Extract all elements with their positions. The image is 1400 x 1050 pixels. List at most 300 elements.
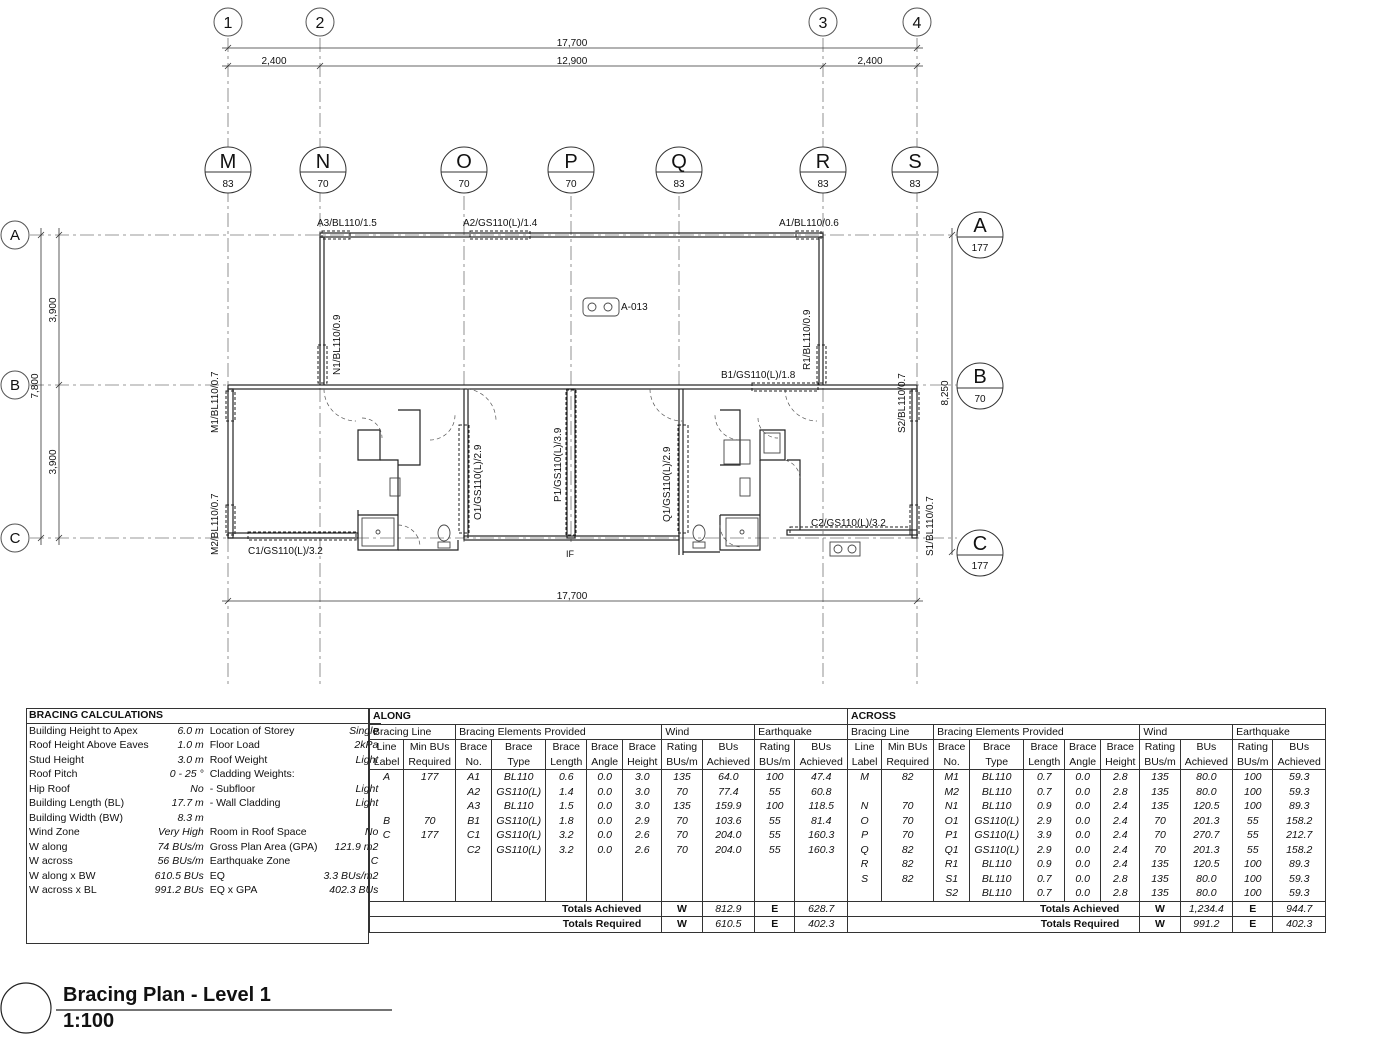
dim-overall-top: 17,700 — [556, 38, 588, 49]
along-cell: 2.9 — [623, 814, 662, 829]
along-cell: GS110(L) — [492, 785, 546, 800]
along-cell: 3.2 — [546, 843, 587, 858]
shower-left — [362, 518, 394, 546]
along-cell: 3.2 — [546, 828, 587, 843]
across-cell: 100 — [1233, 886, 1273, 901]
calc-value: Very High — [157, 826, 204, 838]
calc-label: Hip Roof — [29, 782, 70, 795]
across-column-header: Label — [848, 755, 882, 770]
across-cell — [848, 886, 882, 901]
calc-value: 3.3 BUs/m2 — [323, 869, 379, 882]
across-cell: 135 — [1140, 799, 1180, 814]
along-cell: C1 — [456, 828, 492, 843]
along-cell — [370, 886, 404, 901]
across-total-label: Totals Required — [848, 917, 1140, 933]
calc-value: Single — [349, 724, 379, 737]
across-cell: 0.0 — [1065, 886, 1101, 901]
svg-text:70: 70 — [974, 394, 986, 405]
along-cell: A1 — [456, 770, 492, 785]
along-cell: 160.3 — [795, 828, 848, 843]
across-cell: Q1 — [934, 843, 970, 858]
across-totals-achieved-row — [848, 901, 1326, 917]
calc-row — [26, 723, 381, 738]
left-dimensions — [38, 228, 62, 545]
along-cell — [492, 872, 546, 887]
along-cell: GS110(L) — [492, 828, 546, 843]
calc-label: Building Width (BW) — [29, 811, 123, 824]
along-cell: 81.4 — [795, 814, 848, 829]
across-cell: 158.2 — [1273, 843, 1326, 858]
along-cell: 70 — [662, 814, 702, 829]
building-walls — [228, 233, 917, 555]
across-column-header: Required — [882, 755, 934, 770]
across-table-row — [848, 843, 1326, 858]
brace-label-a1: A1/BL110/0.6 — [779, 218, 839, 229]
along-column-header: Label — [370, 755, 404, 770]
svg-text:A: A — [9, 227, 21, 244]
across-cell: 2.4 — [1101, 828, 1140, 843]
svg-text:70: 70 — [317, 179, 329, 190]
along-column-header: BUs — [795, 740, 848, 755]
svg-text:S: S — [908, 151, 922, 173]
across-cell: 158.2 — [1273, 814, 1326, 829]
bubble-C — [957, 530, 1003, 576]
across-total-e: E — [1233, 901, 1273, 917]
across-cell: 80.0 — [1180, 872, 1233, 887]
across-cell: BL110 — [970, 770, 1024, 785]
along-cell: BL110 — [492, 770, 546, 785]
across-cell: 89.3 — [1273, 799, 1326, 814]
calc-label: - Subfloor — [209, 782, 256, 795]
along-cell: A — [370, 770, 404, 785]
brace-label-s1: S1/BL110/0.7 — [925, 496, 936, 556]
calc-row — [26, 738, 381, 753]
across-cell: P — [848, 828, 882, 843]
calc-label: Roof Height Above Eaves — [29, 739, 149, 751]
across-cell — [882, 785, 934, 800]
along-cell — [404, 799, 456, 814]
along-cell: A2 — [456, 785, 492, 800]
svg-text:Q: Q — [671, 151, 687, 173]
along-cell — [587, 872, 623, 887]
calc-label: Building Height to Apex — [29, 724, 138, 737]
brace-label-a3: A3/BL110/1.5 — [317, 218, 377, 229]
dim-left-upper: 3,900 — [48, 297, 59, 323]
across-cell: BL110 — [970, 886, 1024, 901]
along-total-e_val: 402.3 — [795, 917, 848, 933]
along-cell: 0.0 — [587, 785, 623, 800]
bubble-A — [957, 212, 1003, 258]
across-cell: 0.0 — [1065, 872, 1101, 887]
calc-row — [26, 796, 381, 811]
brace-label-a2: A2/GS110(L)/1.4 — [463, 218, 538, 229]
if-tag: IF — [566, 549, 574, 559]
brace-label-p1: P1/GS110(L)/3.9 — [553, 427, 564, 502]
across-table-row — [848, 770, 1326, 785]
horizontal-grid-lines — [30, 235, 957, 538]
across-cell: GS110(L) — [970, 843, 1024, 858]
calc-row — [26, 854, 381, 869]
along-cell — [662, 886, 702, 901]
along-cell — [404, 785, 456, 800]
along-cell: 204.0 — [702, 828, 755, 843]
across-column-header: BUs — [1273, 740, 1326, 755]
grid-3-label: 3 — [818, 15, 828, 32]
along-column-header: Line — [370, 740, 404, 755]
across-cell: 270.7 — [1180, 828, 1233, 843]
svg-text:83: 83 — [817, 179, 829, 190]
along-cell: 47.4 — [795, 770, 848, 785]
drawing-scale: 1:100 — [63, 1010, 115, 1032]
along-column-header: Height — [623, 755, 662, 770]
bubble-P — [548, 147, 594, 193]
along-cell — [370, 785, 404, 800]
along-cell — [755, 857, 795, 872]
along-cell: 0.6 — [546, 770, 587, 785]
toilet-left — [438, 525, 450, 541]
across-cell: 135 — [1140, 886, 1180, 901]
across-cell: N1 — [934, 799, 970, 814]
svg-text:83: 83 — [909, 179, 921, 190]
across-cell: 201.3 — [1180, 814, 1233, 829]
along-cell — [623, 886, 662, 901]
across-column-header: Angle — [1065, 755, 1101, 770]
along-cell — [623, 857, 662, 872]
across-column-header: BUs/m — [1233, 755, 1273, 770]
across-cell: 135 — [1140, 785, 1180, 800]
across-cell: 0.0 — [1065, 857, 1101, 872]
across-cell: S — [848, 872, 882, 887]
along-group-earthquake: Earthquake — [755, 724, 848, 740]
calc-value: 121.9 m2 — [334, 840, 379, 853]
across-column-header: No. — [934, 755, 970, 770]
along-cell — [546, 857, 587, 872]
calc-value: 0 - 25 ° — [169, 768, 204, 780]
bracing-calculations-table — [26, 708, 381, 898]
across-total-w_val: 1,234.4 — [1180, 901, 1233, 917]
across-cell: 0.0 — [1065, 785, 1101, 800]
across-column-header: Length — [1024, 755, 1065, 770]
across-cell: 55 — [1233, 843, 1273, 858]
along-cell — [370, 799, 404, 814]
across-table-row — [848, 872, 1326, 887]
along-table-row — [370, 785, 848, 800]
along-table-row — [370, 828, 848, 843]
across-cell: 120.5 — [1180, 857, 1233, 872]
along-group-elements: Bracing Elements Provided — [456, 724, 662, 740]
along-cell — [755, 886, 795, 901]
calc-row — [26, 782, 381, 797]
along-cell — [456, 857, 492, 872]
across-cell: 135 — [1140, 857, 1180, 872]
along-column-header: Brace — [456, 740, 492, 755]
calc-label: Earthquake Zone — [209, 855, 291, 867]
along-cell: 0.0 — [587, 770, 623, 785]
across-cell: O1 — [934, 814, 970, 829]
calc-value: 8.3 m — [177, 811, 204, 824]
along-column-header: Achieved — [702, 755, 755, 770]
bubble-B — [957, 363, 1003, 409]
calc-label: Floor Load — [209, 739, 260, 751]
across-cell: 80.0 — [1180, 770, 1233, 785]
across-header-row — [848, 755, 1326, 770]
across-table-row — [848, 857, 1326, 872]
across-bracing-table — [847, 708, 1326, 933]
along-cell: 100 — [755, 799, 795, 814]
along-cell — [702, 872, 755, 887]
across-cell: 59.3 — [1273, 770, 1326, 785]
along-header-row — [370, 755, 848, 770]
calc-label — [207, 811, 321, 826]
along-column-header: Rating — [755, 740, 795, 755]
bubble-N — [300, 147, 346, 193]
across-cell: N — [848, 799, 882, 814]
brace-label-c1: C1/GS110(L)/3.2 — [248, 546, 323, 557]
across-cell: R1 — [934, 857, 970, 872]
across-column-header: Brace — [1065, 740, 1101, 755]
across-cell: 70 — [882, 814, 934, 829]
calc-label: W along x BW — [29, 869, 96, 882]
along-cell — [795, 886, 848, 901]
dim-middle-top: 12,900 — [556, 56, 588, 67]
along-header-row — [370, 740, 848, 755]
along-group-wind: Wind — [662, 724, 755, 740]
brace-label-c2: C2/GS110(L)/3.2 — [811, 518, 886, 529]
calc-label: Roof Weight — [209, 753, 268, 766]
along-cell: 118.5 — [795, 799, 848, 814]
calc-value: 991.2 BUs — [154, 884, 204, 896]
across-cell: 55 — [1233, 814, 1273, 829]
across-column-header: Brace — [1101, 740, 1140, 755]
across-cell: 2.8 — [1101, 785, 1140, 800]
along-cell: 177 — [404, 828, 456, 843]
svg-text:N: N — [315, 151, 331, 173]
along-cell — [404, 886, 456, 901]
across-group-bracing-line: Bracing Line — [848, 724, 934, 740]
svg-text:C: C — [9, 530, 21, 547]
along-cell — [795, 872, 848, 887]
calc-label: Cladding Weights: — [209, 768, 295, 780]
along-cell — [662, 857, 702, 872]
across-column-header: Brace — [970, 740, 1024, 755]
across-cell — [848, 785, 882, 800]
across-cell: 0.7 — [1024, 872, 1065, 887]
along-total-w_val: 812.9 — [702, 901, 755, 917]
along-cell — [755, 872, 795, 887]
along-cell: 1.5 — [546, 799, 587, 814]
along-column-header: BUs — [702, 740, 755, 755]
along-cell: 135 — [662, 770, 702, 785]
along-column-header: Brace — [623, 740, 662, 755]
calc-row — [26, 811, 381, 826]
dim-right: 8,250 — [940, 380, 951, 406]
across-cell: 0.0 — [1065, 814, 1101, 829]
along-cell: BL110 — [492, 799, 546, 814]
plumbing-fixtures — [362, 298, 860, 556]
along-bracing-bubbles — [205, 147, 938, 193]
across-column-header: Rating — [1140, 740, 1180, 755]
across-cell: 82 — [882, 770, 934, 785]
along-column-header: Achieved — [795, 755, 848, 770]
along-column-header: Brace — [492, 740, 546, 755]
across-cell: 2.8 — [1101, 886, 1140, 901]
along-cell: 0.0 — [587, 814, 623, 829]
along-cell: 177 — [404, 770, 456, 785]
across-total-w_val: 991.2 — [1180, 917, 1233, 933]
svg-text:M: M — [219, 151, 237, 173]
across-cell: S2 — [934, 886, 970, 901]
calc-value: C — [370, 855, 379, 867]
along-cell — [404, 872, 456, 887]
across-column-header: Brace — [934, 740, 970, 755]
along-cell: C — [370, 828, 404, 843]
along-column-header: BUs/m — [662, 755, 702, 770]
across-cell: 100 — [1233, 799, 1273, 814]
svg-text:B: B — [9, 377, 21, 394]
laundry-tub-icon — [830, 542, 860, 556]
across-cell: 70 — [882, 799, 934, 814]
along-cell: 70 — [404, 814, 456, 829]
across-cell: 80.0 — [1180, 785, 1233, 800]
brace-label-m1: M1/BL110/0.7 — [210, 371, 221, 433]
along-table-row — [370, 770, 848, 785]
across-header-row — [848, 740, 1326, 755]
across-cell: 89.3 — [1273, 857, 1326, 872]
toilet-right — [693, 525, 705, 541]
bubble-O — [441, 147, 487, 193]
along-cell: 1.4 — [546, 785, 587, 800]
across-cell: BL110 — [970, 872, 1024, 887]
calc-label: Location of Storey — [209, 724, 295, 737]
across-cell: M — [848, 770, 882, 785]
calc-value: Light — [355, 797, 379, 809]
dim-left-lower: 3,900 — [48, 449, 59, 475]
svg-text:177: 177 — [971, 561, 989, 572]
along-cell: 3.0 — [623, 770, 662, 785]
across-cell: 70 — [1140, 828, 1180, 843]
svg-text:70: 70 — [565, 179, 577, 190]
across-total-w: W — [1140, 917, 1180, 933]
along-cell — [587, 886, 623, 901]
bubble-M — [205, 147, 251, 193]
along-bracing-table — [369, 708, 848, 933]
calc-row — [26, 825, 381, 840]
across-cell: 70 — [882, 828, 934, 843]
across-bracing-bubbles — [957, 212, 1003, 576]
across-cell: M1 — [934, 770, 970, 785]
along-column-header: Required — [404, 755, 456, 770]
left-grid-bubbles — [1, 221, 29, 552]
dim-bottom: 17,700 — [556, 591, 588, 602]
along-cell: 0.0 — [587, 799, 623, 814]
brace-label-n1: N1/BL110/0.9 — [332, 314, 343, 375]
along-cell: 135 — [662, 799, 702, 814]
across-cell: Q — [848, 843, 882, 858]
svg-text:177: 177 — [971, 243, 989, 254]
calc-label: Building Length (BL) — [29, 797, 125, 809]
calc-title: BRACING CALCULATIONS — [26, 708, 381, 723]
across-cell: 2.4 — [1101, 799, 1140, 814]
across-cell: 82 — [882, 872, 934, 887]
calc-value: 56 BUs/m — [157, 855, 204, 867]
across-cell: BL110 — [970, 857, 1024, 872]
calc-row — [26, 869, 381, 884]
grid-1-label: 1 — [223, 15, 233, 32]
along-cell — [492, 886, 546, 901]
svg-text:83: 83 — [673, 179, 685, 190]
along-cell — [370, 872, 404, 887]
along-cell: 3.0 — [623, 799, 662, 814]
calc-value: Light — [355, 753, 379, 766]
along-total-e: E — [755, 901, 795, 917]
along-cell: GS110(L) — [492, 843, 546, 858]
calc-value: 6.0 m — [177, 724, 204, 737]
bubble-Q — [656, 147, 702, 193]
svg-text:C: C — [972, 533, 988, 555]
along-cell — [587, 857, 623, 872]
calc-label: Room in Roof Space — [209, 826, 307, 838]
along-column-header: Angle — [587, 755, 623, 770]
across-cell: 201.3 — [1180, 843, 1233, 858]
along-table-row — [370, 886, 848, 901]
along-cell: 70 — [662, 843, 702, 858]
dim-left-top: 2,400 — [261, 56, 287, 67]
calc-value: 17.7 m — [171, 797, 204, 809]
along-cell — [546, 886, 587, 901]
across-total-e_val: 402.3 — [1273, 917, 1326, 933]
along-cell — [546, 872, 587, 887]
along-cell: 103.6 — [702, 814, 755, 829]
calc-value: No — [364, 826, 379, 838]
bubble-S — [892, 147, 938, 193]
across-cell: 55 — [1233, 828, 1273, 843]
along-cell: 77.4 — [702, 785, 755, 800]
across-cell: BL110 — [970, 785, 1024, 800]
across-total-e: E — [1233, 917, 1273, 933]
along-cell: 160.3 — [795, 843, 848, 858]
across-cell: GS110(L) — [970, 828, 1024, 843]
calc-value: 3.0 m — [177, 753, 204, 766]
calc-value: 610.5 BUs — [154, 869, 204, 882]
along-total-w_val: 610.5 — [702, 917, 755, 933]
calc-label: - Wall Cladding — [209, 797, 281, 809]
across-cell: S1 — [934, 872, 970, 887]
brace-label-o1: O1/GS110(L)/2.9 — [473, 444, 484, 520]
across-column-header: Min BUs — [882, 740, 934, 755]
along-cell — [702, 886, 755, 901]
svg-text:R: R — [815, 151, 831, 173]
grid-2-label: 2 — [315, 15, 325, 32]
across-column-header: Height — [1101, 755, 1140, 770]
calc-label: Roof Pitch — [29, 768, 78, 780]
along-column-header: No. — [456, 755, 492, 770]
across-cell: P1 — [934, 828, 970, 843]
across-cell: 2.4 — [1101, 843, 1140, 858]
along-total-w: W — [662, 901, 702, 917]
calc-value: 1.0 m — [177, 739, 204, 751]
along-table-row — [370, 799, 848, 814]
across-column-header: Achieved — [1273, 755, 1326, 770]
along-cell: 3.0 — [623, 785, 662, 800]
across-group-earthquake: Earthquake — [1233, 724, 1326, 740]
along-column-header: Brace — [546, 740, 587, 755]
along-cell — [404, 843, 456, 858]
calc-label: W across x BL — [29, 884, 97, 896]
along-total-w: W — [662, 917, 702, 933]
calc-label: Stud Height — [29, 753, 84, 766]
along-cell: 0.0 — [587, 828, 623, 843]
across-cell: 2.9 — [1024, 843, 1065, 858]
